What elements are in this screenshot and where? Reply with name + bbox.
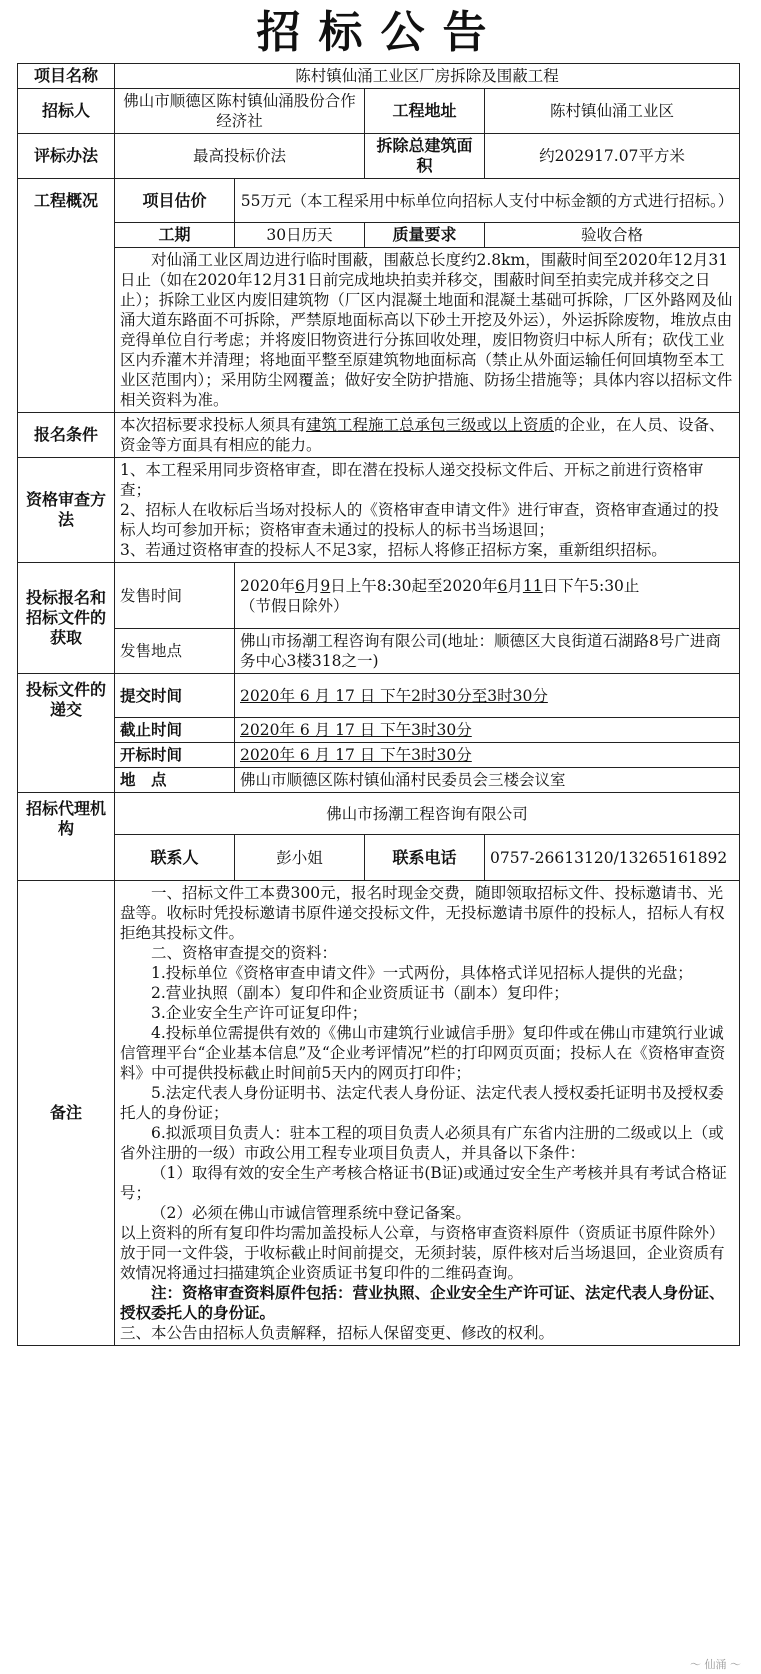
- tenderer-label: 招标人: [18, 89, 115, 134]
- evaluation-label: 评标办法: [18, 134, 115, 179]
- phone-label: 联系电话: [365, 835, 485, 881]
- sale-time-month: 6: [294, 576, 305, 595]
- submit-time-value: 2020年 6 月 17 日 下午2时30分至3时30分: [235, 674, 740, 718]
- quality-label: 质量要求: [365, 223, 485, 248]
- overview-description-text: 对仙涌工业区周边进行临时围蔽，围蔽总长度约2.8km，围蔽时间至2020年12月31日止（如在2020年12月31日前完成地块拍卖并移交，围蔽时间至拍卖完成并移交之日止）；拆除工业区内废旧建筑物（厂区内混凝土地面和混凝土基础可拆除，厂区外路网及仙涌大道东路面不可拆除，严禁原地面标高以下砂土开挖及外运），外运拆除废物，堆放点由竞得单位自行考虑；并将废旧物资进行分拣回收处理，废旧物资归中标人所有；砍伐工业区内乔灌木并清理；将地面平整至原建筑物地面标高（禁止从外面运输任何回填物至本工业区范围内）；采用防尘网覆盖；做好安全防护措施、防扬尘措施等；具体内容以招标文件相关资料为准。: [120, 251, 733, 409]
- remarks-label: 备注: [18, 881, 115, 1346]
- opening-value: 2020年 6 月 17 日 下午3时30分: [235, 743, 740, 768]
- registration-qualification: 建筑工程施工总承包三级或以上资质: [306, 416, 555, 434]
- list-item: 1、本工程采用同步资格审查，即在潜在投标人递交投标文件后、开标之前进行资格审查；: [120, 461, 704, 499]
- tender-table: [17, 63, 740, 1346]
- sale-time-day: 9: [320, 576, 331, 595]
- area-value: 约202917.07平方米: [485, 134, 740, 179]
- agency-name: 佛山市扬潮工程咨询有限公司: [115, 793, 740, 835]
- evaluation-value: 最高投标价法: [115, 134, 365, 179]
- tenderer-value: 佛山市顺德区陈村镇仙涌股份合作经济社: [115, 89, 365, 134]
- registration-suffix: 的企业，在人员、设备、资金等方面具有相应的能力。: [120, 416, 725, 454]
- remarks-paragraph: 4.投标单位需提供有效的《佛山市建筑行业诚信手册》复印件或在佛山市建筑行业诚信管理平台“企业基本信息”及“企业考评情况”栏的打印网页页面；投标人在《资格审查资料》中可提供投标截止时间前5天内的网页打印件；: [120, 1024, 726, 1082]
- remarks-paragraph: （1）取得有效的安全生产考核合格证书(B证)或通过安全生产考核并具有考试合格证号；: [120, 1164, 727, 1202]
- sale-time-month: 6: [497, 576, 508, 595]
- project-name-label: 项目名称: [18, 64, 115, 89]
- page-title: 招标公告: [256, 7, 505, 58]
- sale-time-note: （节假日除外）: [240, 596, 349, 615]
- list-item: 3、若通过资格审查的投标人不足3家，招标人将修正招标方案，重新组织招标。: [120, 541, 667, 559]
- deadline-label: 截止时间: [115, 718, 235, 743]
- sale-time-part: 日下午5:30止: [542, 576, 640, 595]
- overview-description: [115, 248, 740, 413]
- sale-place-label: 发售地点: [115, 629, 235, 674]
- submission-place-label: 地 点: [115, 768, 235, 793]
- registration-label: 报名条件: [18, 413, 115, 458]
- sale-time-label: 发售时间: [115, 563, 235, 629]
- opening-label: 开标时间: [115, 743, 235, 768]
- submission-label: 投标文件的递交: [18, 674, 115, 793]
- list-item: 2、招标人在收标后当场对投标人的《资格审查申请文件》进行审查，资格审查通过的投标人均可参加开标；资格审查未通过的投标人的标书当场退回；: [120, 501, 719, 539]
- qualification-list: [115, 458, 740, 563]
- remarks-paragraph: 一、招标文件工本费300元，报名时现金交费，随即领取招标文件、投标邀请书、光盘等。收标时凭投标邀请书原件递交投标文件，无投标邀请书原件的投标人，招标人有权拒绝其投标文件。: [120, 884, 725, 942]
- address-value: 陈村镇仙涌工业区: [485, 89, 740, 134]
- agency-label: 招标代理机构: [18, 793, 115, 881]
- area-label: 拆除总建筑面积: [365, 134, 485, 179]
- contact-label: 联系人: [115, 835, 235, 881]
- overview-label: 工程概况: [18, 179, 115, 413]
- remarks-paragraph: 1.投标单位《资格审查申请文件》一式两份，具体格式详见招标人提供的光盘；: [151, 964, 693, 982]
- contact-value: 彭小姐: [235, 835, 365, 881]
- remarks-paragraph: 5.法定代表人身份证明书、法定代表人身份证、法定代表人授权委托证明书及授权委托人的身份证；: [120, 1084, 724, 1122]
- deadline-value: 2020年 6 月 17 日 下午3时30分: [235, 718, 740, 743]
- remarks-paragraph: 2.营业执照（副本）复印件和企业资质证书（副本）复印件；: [151, 984, 569, 1002]
- address-label: 工程地址: [365, 89, 485, 134]
- registration-value: [115, 413, 740, 458]
- remarks-note: 注：资格审查资料原件包括：营业执照、企业安全生产许可证、法定代表人身份证、授权委托人的身份证。: [120, 1284, 725, 1322]
- estimate-value: 55万元（本工程采用中标单位向招标人支付中标金额的方式进行招标。）: [235, 179, 740, 223]
- remarks-paragraph: 3.企业安全生产许可证复印件；: [151, 1004, 368, 1022]
- remarks-paragraph: 以上资料的所有复印件均需加盖投标人公章，与资格审查资料原件（资质证书原件除外）放于同一文件袋，于收标截止时间前提交，无须封装，原件核对后当场退回，企业资质有效情况将通过扫描建筑企业资质证书复印件的二维码查询。: [120, 1224, 725, 1282]
- remarks-content: [115, 881, 740, 1346]
- remarks-paragraph: 二、资格审查提交的资料：: [151, 944, 338, 962]
- quality-value: 验收合格: [485, 223, 740, 248]
- submission-place-value: 佛山市顺德区陈村镇仙涌村民委员会三楼会议室: [235, 768, 740, 793]
- qualification-label: 资格审查方法: [18, 458, 115, 563]
- sale-time-value: [235, 563, 740, 629]
- remarks-paragraph: （2）必须在佛山市诚信管理系统中登记备案。: [151, 1204, 471, 1222]
- watermark: ～ 仙涌 ～: [690, 1658, 741, 1671]
- sale-time-part: 月: [304, 576, 321, 595]
- sale-time-day: 11: [522, 576, 543, 595]
- phone-value: 0757-26613120/13265161892: [485, 835, 740, 881]
- submit-time-label: 提交时间: [115, 674, 235, 718]
- sale-time-part: 2020年: [240, 576, 295, 595]
- estimate-label: 项目估价: [115, 179, 235, 223]
- sale-label: 投标报名和招标文件的获取: [18, 563, 115, 674]
- registration-prefix: 本次招标要求投标人须具有: [120, 416, 307, 434]
- period-value: 30日历天: [235, 223, 365, 248]
- remarks-paragraph: 三、本公告由招标人负责解释，招标人保留变更、修改的权利。: [120, 1324, 555, 1342]
- period-label: 工期: [115, 223, 235, 248]
- sale-time-part: 日上午8:30起至2020年: [330, 576, 498, 595]
- sale-time-part: 月: [507, 576, 523, 595]
- project-name-value: 陈村镇仙涌工业区厂房拆除及围蔽工程: [115, 64, 740, 89]
- remarks-paragraph: 6.拟派项目负责人：驻本工程的项目负责人必须具有广东省内注册的二级或以上（或省外注册的一级）市政公用工程专业项目负责人，并具备以下条件：: [120, 1124, 724, 1162]
- sale-place-value: 佛山市扬潮工程咨询有限公司(地址：顺德区大良街道石湖路8号广进商务中心3楼318之一): [235, 629, 740, 674]
